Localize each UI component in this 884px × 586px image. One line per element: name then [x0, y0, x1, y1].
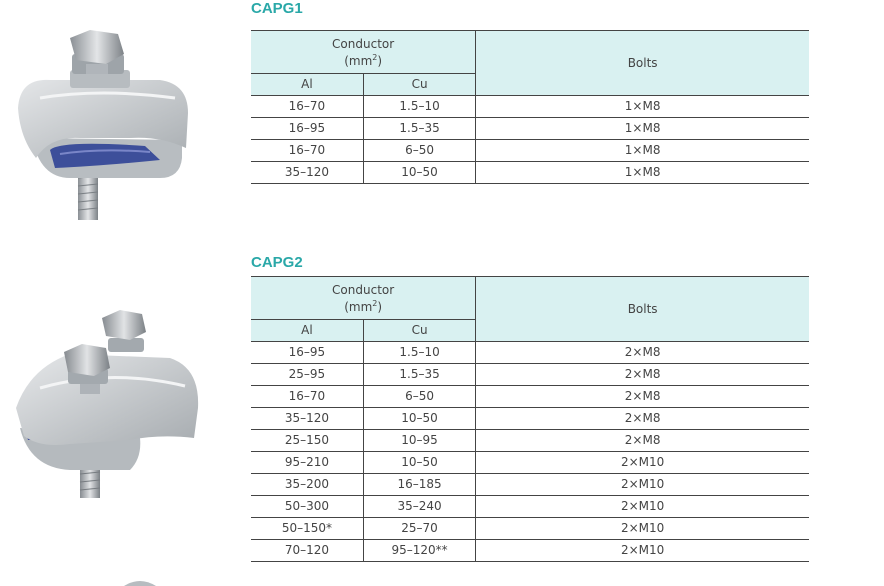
bolts-cell: 2×M10 — [476, 540, 809, 562]
bolts-cell: 2×M8 — [476, 342, 809, 364]
bolts-cell: 2×M8 — [476, 364, 809, 386]
conductor-header — [251, 277, 476, 320]
bolts-header: Bolts — [476, 31, 809, 96]
al-cell: 25–150 — [251, 430, 363, 452]
al-cell: 50–150* — [251, 518, 363, 540]
table-row — [251, 408, 809, 430]
cu-cell: 6–50 — [363, 386, 475, 408]
table-row — [251, 540, 809, 562]
bolts-cell: 2×M10 — [476, 496, 809, 518]
al-cell: 95–210 — [251, 452, 363, 474]
capg2-clamp-image — [10, 308, 200, 508]
capg3-clamp-image-partial — [120, 578, 160, 586]
bolts-cell: 2×M8 — [476, 408, 809, 430]
table-row — [251, 342, 809, 364]
capg2-spec-table — [251, 276, 809, 562]
bolts-cell: 1×M8 — [476, 140, 809, 162]
bolts-cell: 2×M8 — [476, 430, 809, 452]
cu-cell: 16–185 — [363, 474, 475, 496]
table-row — [251, 386, 809, 408]
capg1-clamp-image — [10, 28, 195, 223]
al-cell: 35–120 — [251, 162, 363, 184]
bolts-cell: 1×M8 — [476, 96, 809, 118]
cu-cell: 1.5–10 — [363, 96, 475, 118]
cu-cell: 1.5–35 — [363, 364, 475, 386]
cu-cell: 10–50 — [363, 408, 475, 430]
capg1-title: CAPG1 — [251, 0, 303, 17]
cu-cell: 95–120** — [363, 540, 475, 562]
table-row — [251, 430, 809, 452]
conductor-header — [251, 31, 476, 74]
bolts-cell: 1×M8 — [476, 162, 809, 184]
al-header: Al — [251, 320, 363, 342]
cu-cell: 6–50 — [363, 140, 475, 162]
al-cell: 25–95 — [251, 364, 363, 386]
al-cell: 16–95 — [251, 342, 363, 364]
al-cell: 16–70 — [251, 386, 363, 408]
table-row — [251, 140, 809, 162]
cu-cell: 10–95 — [363, 430, 475, 452]
unit-label: $(mm^2)$ — [344, 52, 383, 68]
cu-header: Cu — [363, 320, 475, 342]
bolts-cell: 2×M10 — [476, 474, 809, 496]
al-cell: 16–95 — [251, 118, 363, 140]
cu-cell: 10–50 — [363, 162, 475, 184]
cu-cell: 35–240 — [363, 496, 475, 518]
al-cell: 35–200 — [251, 474, 363, 496]
cu-cell: 1.5–35 — [363, 118, 475, 140]
cu-header: Cu — [363, 74, 475, 96]
cu-cell: 25–70 — [363, 518, 475, 540]
table-row — [251, 118, 809, 140]
bolts-cell: 2×M8 — [476, 386, 809, 408]
table-row — [251, 474, 809, 496]
table-row — [251, 162, 809, 184]
table-row — [251, 96, 809, 118]
capg2-title: CAPG2 — [251, 254, 303, 271]
al-header: Al — [251, 74, 363, 96]
al-cell: 16–70 — [251, 96, 363, 118]
al-cell: 16–70 — [251, 140, 363, 162]
table-row — [251, 452, 809, 474]
bolts-cell: 2×M10 — [476, 452, 809, 474]
al-cell: 50–300 — [251, 496, 363, 518]
al-cell: 70–120 — [251, 540, 363, 562]
table-row — [251, 364, 809, 386]
cu-cell: 10–50 — [363, 452, 475, 474]
conductor-label: Conductor — [332, 36, 395, 51]
al-cell: 35–120 — [251, 408, 363, 430]
bolts-cell: 1×M8 — [476, 118, 809, 140]
table-row — [251, 496, 809, 518]
unit-label: $(mm^2)$ — [344, 298, 383, 314]
conductor-label: Conductor — [332, 282, 395, 297]
bolts-cell: 2×M10 — [476, 518, 809, 540]
bolts-header: Bolts — [476, 277, 809, 342]
cu-cell: 1.5–10 — [363, 342, 475, 364]
capg1-spec-table — [251, 30, 809, 184]
table-row — [251, 518, 809, 540]
